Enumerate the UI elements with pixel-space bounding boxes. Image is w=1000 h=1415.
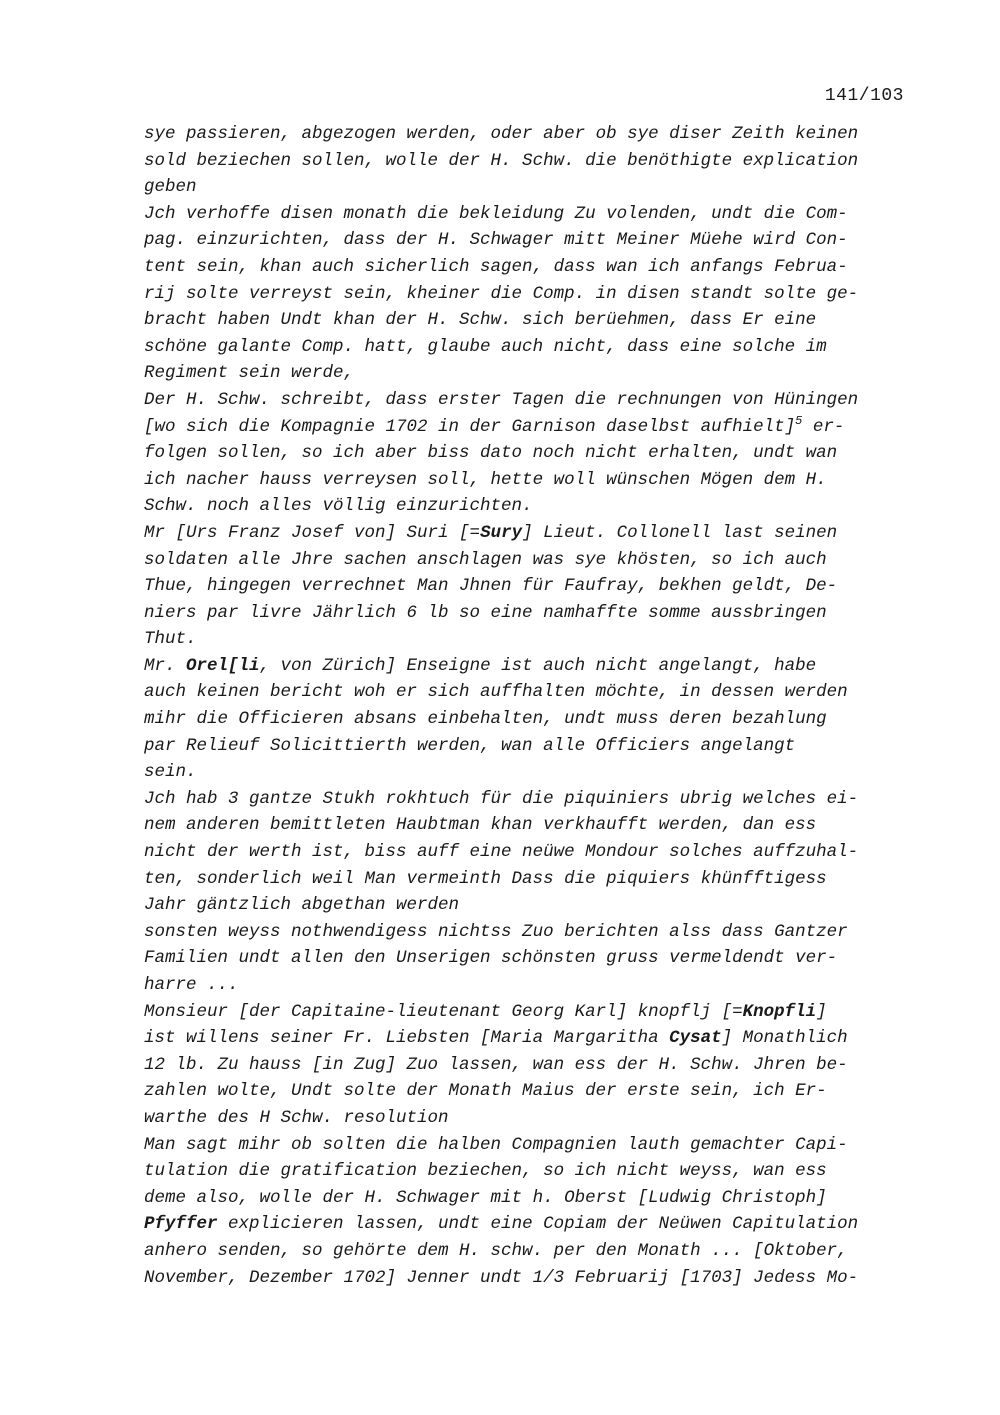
- text-line: [144, 281, 914, 308]
- text-segment: bracht haben Undt khan der H. Schw. sich berüehmen, dass Er eine: [144, 310, 817, 331]
- text-segment: sold beziechen sollen, wolle der H. Schw. die benöthigte explication: [144, 150, 859, 171]
- text-segment: Regiment sein werde,: [144, 363, 355, 384]
- text-segment: November, Dezember 1702] Jenner undt 1/3 Februarij [1703] Jedess Mo-: [144, 1267, 859, 1288]
- text-segment: schöne galante Comp. hatt, glaube auch nicht, dass eine solche im: [144, 336, 827, 357]
- text-segment: ich nacher hauss verreysen soll, hette woll wünschen Mögen dem H.: [144, 469, 827, 490]
- text-line: [144, 1238, 914, 1265]
- text-segment: tulation die gratification beziechen, so ich nicht weyss, wan ess: [144, 1161, 827, 1182]
- text-segment: harre ...: [144, 975, 239, 995]
- text-line: [144, 414, 914, 441]
- text-segment: auch keinen bericht woh er sich auffhalten möchte, in dessen werden: [144, 682, 848, 703]
- text-line: [144, 493, 914, 520]
- text-line: [144, 706, 914, 733]
- text-segment: geben: [144, 177, 197, 198]
- text-line: [144, 999, 914, 1026]
- text-segment: ten, sonderlich weil Man vermeinth Dass die piquiers khünfftigess: [144, 868, 827, 889]
- text-line: [144, 307, 914, 334]
- text-line: [144, 254, 914, 281]
- text-segment: Jahr gäntzlich abgethan werden: [144, 895, 460, 916]
- text-line: [144, 892, 914, 919]
- text-segment: Schw. noch alles völlig einzurichten.: [144, 496, 533, 517]
- text-line: [144, 1158, 914, 1185]
- text-segment: ] Monathlich: [721, 1028, 848, 1049]
- text-segment: pag. einzurichten, dass der H. Schwager mitt Meiner Müehe wird Con-: [144, 230, 848, 251]
- text-line: [144, 547, 914, 574]
- text-line: [144, 174, 914, 201]
- text-line: [144, 440, 914, 467]
- text-segment: Thue, hingegen verrechnet Man Jhnen für Faufray, bekhen geldt, De-: [144, 576, 838, 597]
- text-segment: Jch verhoffe disen monath die bekleidung Zu volenden, undt die Com-: [144, 203, 848, 224]
- text-line: [144, 1211, 914, 1238]
- text-segment: ]: [816, 1001, 827, 1022]
- document-body: [144, 121, 914, 1291]
- text-line: [144, 520, 914, 547]
- text-line: [144, 1078, 914, 1105]
- text-segment: anhero senden, so gehörte dem H. schw. per den Monath ... [Oktober,: [144, 1240, 848, 1261]
- text-line: [144, 1052, 914, 1079]
- text-line: [144, 1265, 914, 1292]
- emphasized-name: Sury: [480, 522, 523, 543]
- text-line: [144, 1185, 914, 1212]
- text-segment: folgen sollen, so ich aber biss dato noch nicht erhalten, undt wan: [144, 443, 838, 464]
- text-line: [144, 812, 914, 839]
- text-line: [144, 733, 914, 760]
- text-line: [144, 387, 914, 414]
- text-segment: tent sein, khan auch sicherlich sagen, dass wan ich anfangs Februa-: [144, 256, 848, 277]
- text-line: [144, 679, 914, 706]
- text-line: [144, 786, 914, 813]
- text-segment: Jch hab 3 gantze Stukh rokhtuch für die piquiniers ubrig welches ei-: [144, 788, 859, 809]
- text-line: [144, 600, 914, 627]
- text-line: [144, 467, 914, 494]
- text-segment: Familien undt allen den Unserigen schönsten gruss vermeldendt ver-: [144, 948, 838, 969]
- text-segment: Mr.: [144, 655, 187, 676]
- text-segment: Thut.: [144, 629, 197, 650]
- text-segment: er-: [802, 416, 845, 437]
- text-line: [144, 759, 914, 786]
- text-segment: mihr die Officieren absans einbehalten, undt muss deren bezahlung: [144, 709, 827, 730]
- emphasized-name: Orel[li: [186, 655, 260, 676]
- text-line: [144, 201, 914, 228]
- text-segment: deme also, wolle der H. Schwager mit h. Oberst [Ludwig Christoph]: [144, 1187, 827, 1208]
- text-line: [144, 626, 914, 653]
- text-line: [144, 839, 914, 866]
- emphasized-name: Knopfli: [742, 1001, 817, 1022]
- text-segment: ist willens seiner Fr. Liebsten [Maria Margarithа: [144, 1028, 670, 1049]
- text-line: [144, 227, 914, 254]
- footnote-reference: 5: [795, 413, 803, 428]
- text-segment: Der H. Schw. schreibt, dass erster Tagen die rechnungen von Hüningen: [144, 389, 859, 410]
- text-segment: [wo sich die Kompagnie 1702 in der Garnison daselbst aufhielt]: [144, 416, 796, 437]
- text-line: [144, 1105, 914, 1132]
- text-segment: sonsten weyss nothwendigess nichtss Zuo berichten alss dass Gantzer: [144, 921, 848, 942]
- emphasized-name: Cysat: [669, 1028, 722, 1049]
- text-segment: sye passieren, abgezogen werden, oder aber ob sye diser Zeith keinen: [144, 124, 859, 144]
- text-line: [144, 653, 914, 680]
- text-line: [144, 866, 914, 893]
- page-number: 141/103: [824, 86, 904, 106]
- text-segment: nicht der werth ist, biss auff eine neüwe Mondour solches auffzuhal-: [144, 842, 859, 863]
- text-segment: , von Zürich] Enseigne ist auch nicht angelangt, habe: [259, 655, 817, 676]
- text-segment: niers par livre Jährlich 6 lb so eine namhaffte somme aussbringen: [144, 602, 827, 623]
- text-line: [144, 919, 914, 946]
- text-segment: Monsieur [der Capitaine-lieutenant Georg Karl] knopflj [=: [144, 1001, 743, 1022]
- text-line: [144, 1025, 914, 1052]
- text-line: [144, 945, 914, 972]
- text-line: [144, 1132, 914, 1159]
- text-segment: soldaten alle Jhre sachen anschlagen was sye khösten, so ich auch: [144, 549, 827, 570]
- text-line: [144, 972, 914, 999]
- text-segment: Man sagt mihr ob solten die halben Compagnien lauth gemachter Capi-: [144, 1134, 848, 1155]
- emphasized-name: Pfyffer: [144, 1214, 218, 1235]
- text-segment: explicieren lassen, undt eine Copiam der Neüwen Capitulation: [217, 1214, 859, 1235]
- text-segment: Mr [Urs Franz Josef von] Suri [=: [144, 522, 481, 543]
- text-segment: zahlen wolte, Undt solte der Monath Maius der erste sein, ich Er-: [144, 1081, 827, 1102]
- text-line: [144, 121, 914, 148]
- text-segment: 12 lb. Zu hauss [in Zug] Zuo lassen, wan ess der H. Schw. Jhren be-: [144, 1054, 848, 1075]
- text-segment: nem anderen bemittleten Haubtman khan verkhaufft werden, dan ess: [144, 815, 817, 836]
- text-segment: sein.: [144, 762, 197, 783]
- text-line: [144, 360, 914, 387]
- text-segment: warthe des H Schw. resolution: [144, 1107, 449, 1128]
- text-segment: ] Lieut. Collonell last seinen: [522, 522, 838, 543]
- text-line: [144, 334, 914, 361]
- text-segment: par Relieuf Solicittierth werden, wan alle Officiers angelangt: [144, 735, 796, 756]
- text-segment: rij solte verreyst sein, kheiner die Comp. in disen standt solte ge-: [144, 283, 859, 304]
- text-line: [144, 148, 914, 175]
- text-line: [144, 573, 914, 600]
